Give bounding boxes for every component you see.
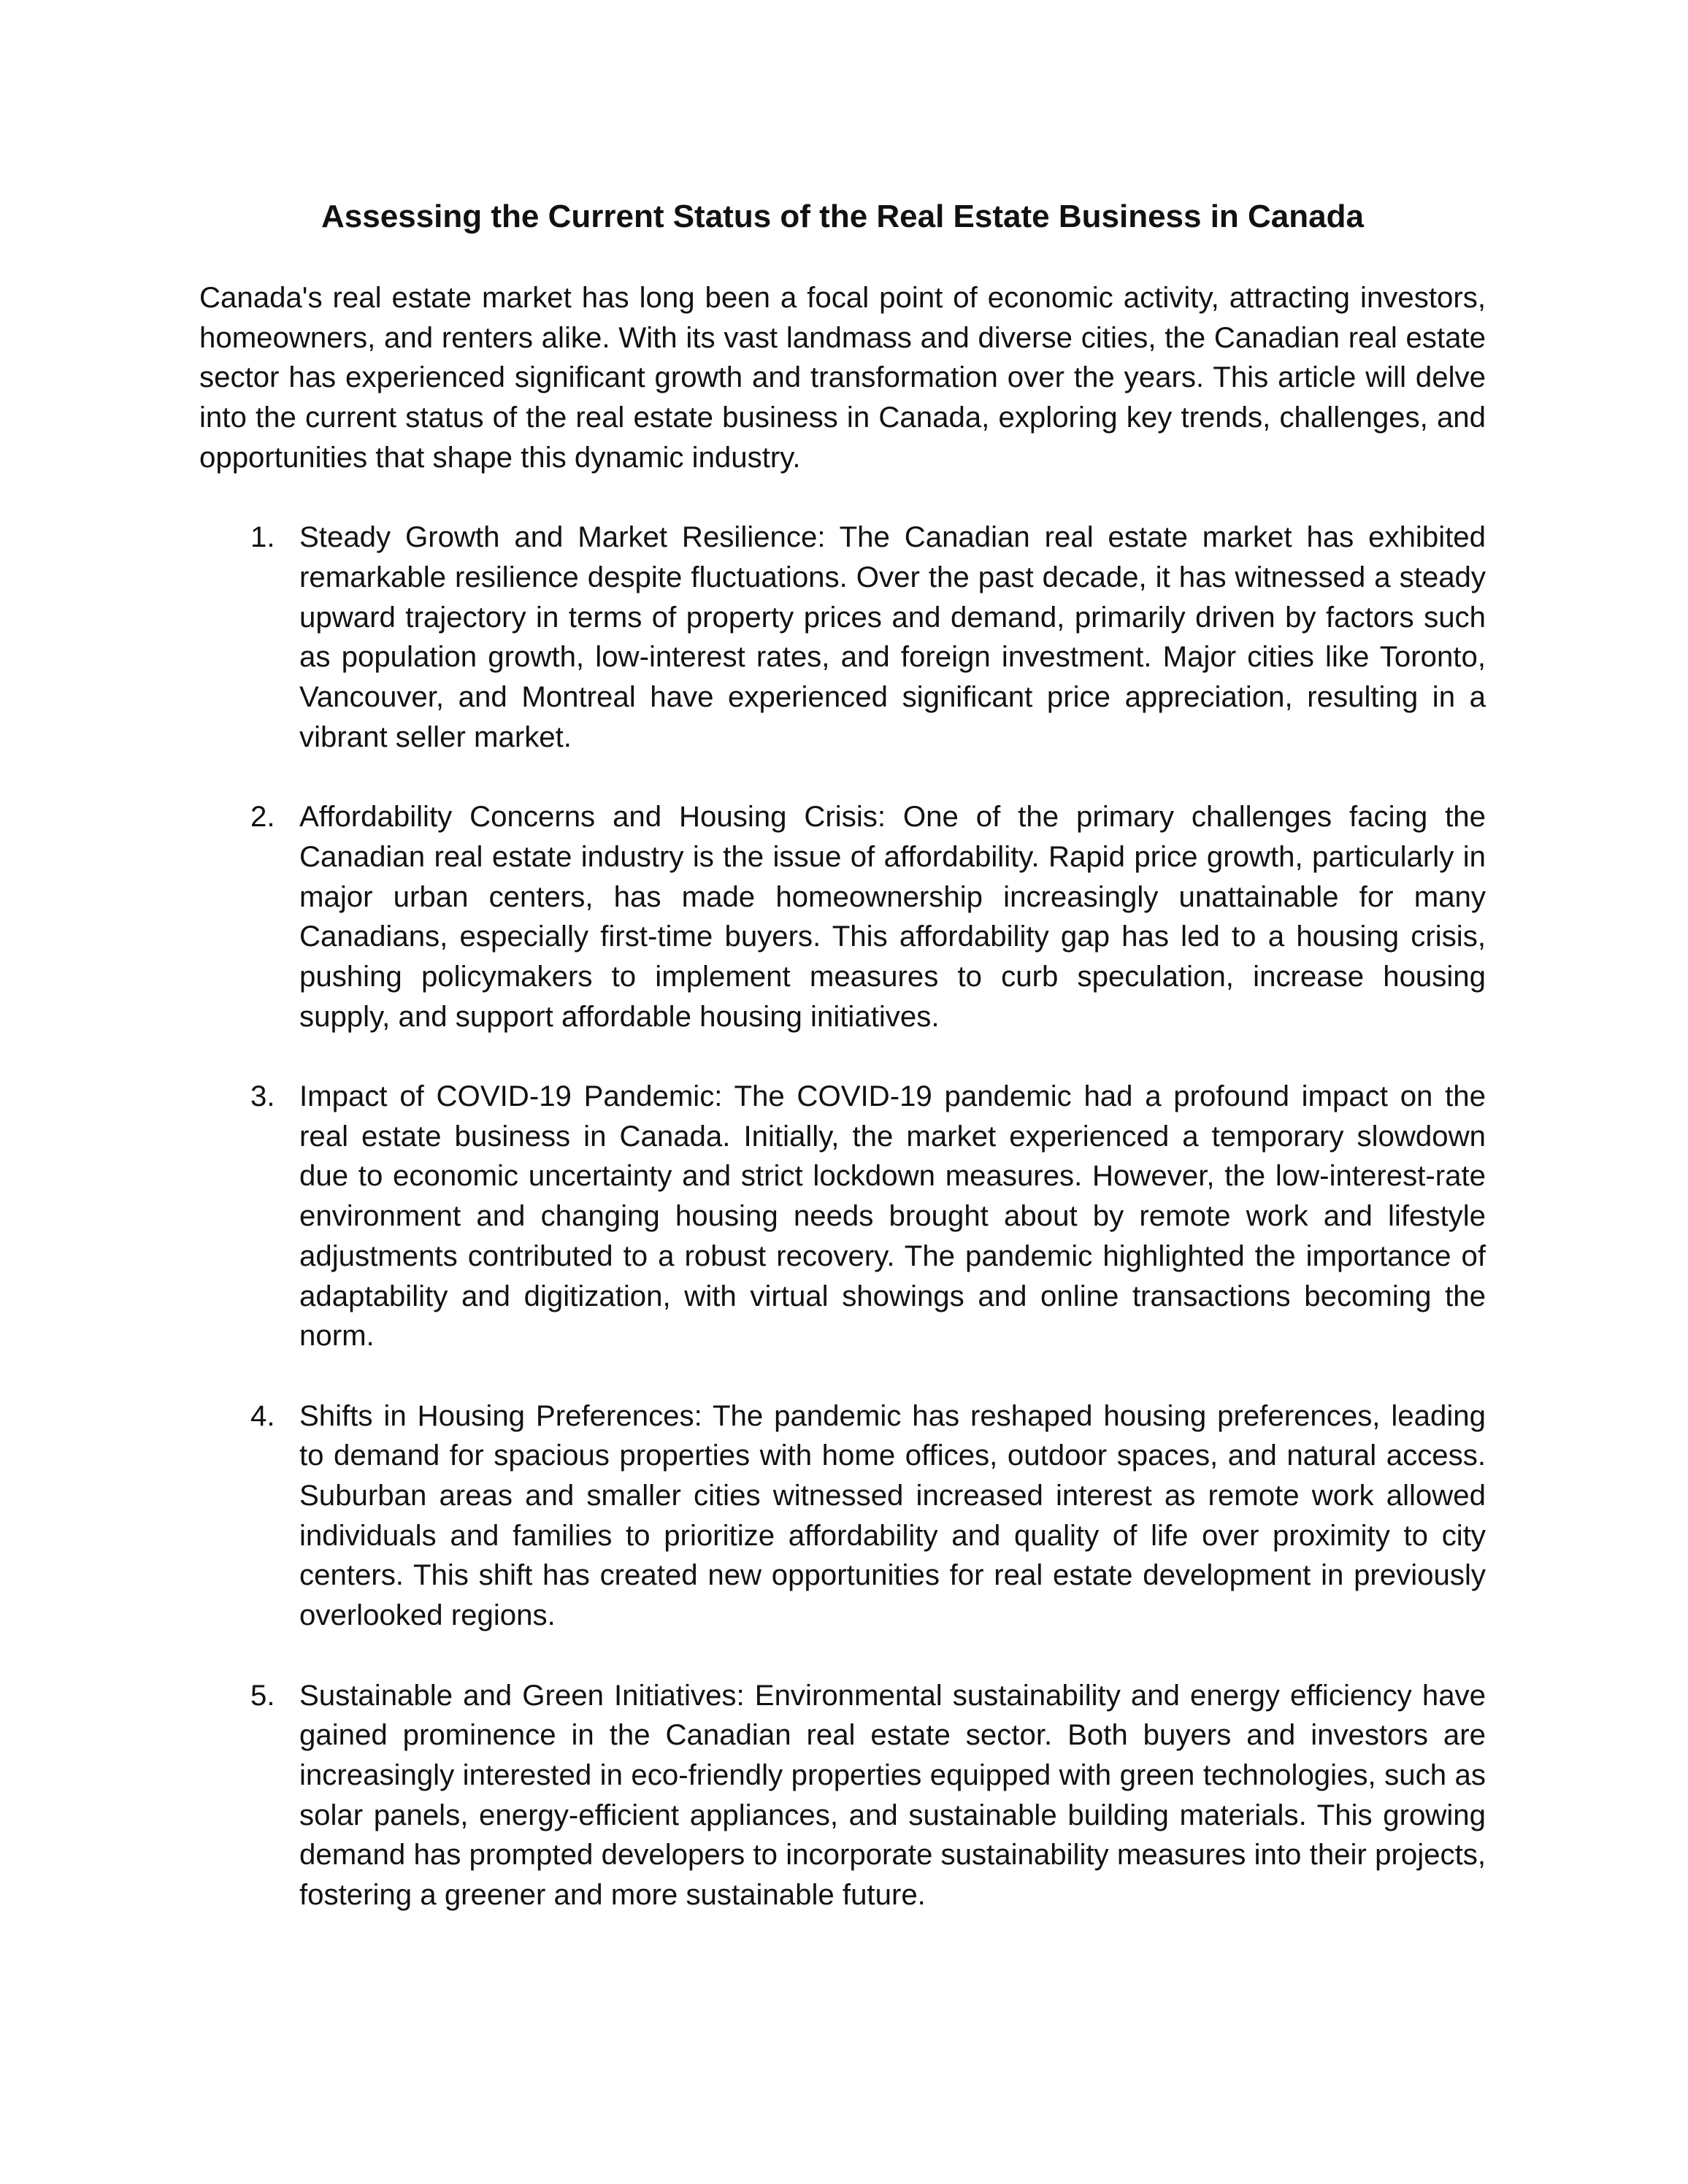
list-item-5: [199, 1676, 1486, 1915]
list-item-text: Steady Growth and Market Resilience: The Canadian real estate market has exhibited remarkable resilience despite fluctuations. Over the past decade, it has witnessed a steady upward trajectory in terms of property prices and demand, primarily driven by factors such as population growth, low-interest rates, and foreign investment. Major cities like Toronto, Vancouver, and Montreal have experienced significant price appreciation, resulting in a vibrant seller market.: [299, 520, 1486, 753]
numbered-list: [199, 518, 1486, 1915]
list-number: 2.: [250, 800, 275, 834]
intro-paragraph: Canada's real estate market has long been a focal point of economic activity, attracting investors, homeowners, and renters alike. With its vast landmass and diverse cities, the Canadian real estate sector has experienced significant growth and transformation over the years. This article will delve into the current status of the real estate business in Canada, exploring key trends, challenges, and opportunities that shape this dynamic industry.: [199, 281, 1486, 474]
list-item-4: [199, 1396, 1486, 1636]
list-number: 5.: [250, 1678, 275, 1712]
list-item-text: Impact of COVID-19 Pandemic: The COVID-19 pandemic had a profound impact on the real estate business in Canada. Initially, the market experienced a temporary slowdown due to economic uncertainty and strict lockdown measures. However, the low-interest-rate environment and changing housing needs brought about by remote work and lifestyle adjustments contributed to a robust recovery. The pandemic highlighted the importance of adaptability and digitization, with virtual showings and online transactions becoming the norm.: [299, 1080, 1486, 1353]
list-item-text: Sustainable and Green Initiatives: Environmental sustainability and energy efficiency have gained prominence in the Canadian real estate sector. Both buyers and investors are increasingly interested in eco-friendly properties equipped with green technologies, such as solar panels, energy-efficient appliances, and sustainable building materials. This growing demand has prompted developers to incorporate sustainability measures into their projects, fostering a greener and more sustainable future.: [299, 1678, 1486, 1912]
list-item-text: Affordability Concerns and Housing Crisis: One of the primary challenges facing the Canadian real estate industry is the issue of affordability. Rapid price growth, particularly in major urban centers, has made homeownership increasingly unattainable for many Canadians, especially first-time buyers. This affordability gap has led to a housing crisis, pushing policymakers to implement measures to curb speculation, increase housing supply, and support affordable housing initiatives.: [299, 800, 1486, 1033]
list-number: 3.: [250, 1080, 275, 1113]
list-item-text: Shifts in Housing Preferences: The pandemic has reshaped housing preferences, leading to demand for spacious properties with home offices, outdoor spaces, and natural access. Suburban areas and smaller cities witnessed increased interest as remote work allowed individuals and families to prioritize affordability and quality of life over proximity to city centers. This shift has created new opportunities for real estate development in previously overlooked regions.: [299, 1399, 1486, 1632]
list-item-2: [199, 797, 1486, 1037]
list-number: 1.: [250, 520, 275, 554]
document-body: [199, 278, 1486, 1955]
list-item-1: [199, 518, 1486, 757]
document-title: Assessing the Current Status of the Real Estate Business in Canada: [321, 199, 1364, 234]
list-item-3: [199, 1077, 1486, 1356]
list-number: 4.: [250, 1399, 275, 1432]
